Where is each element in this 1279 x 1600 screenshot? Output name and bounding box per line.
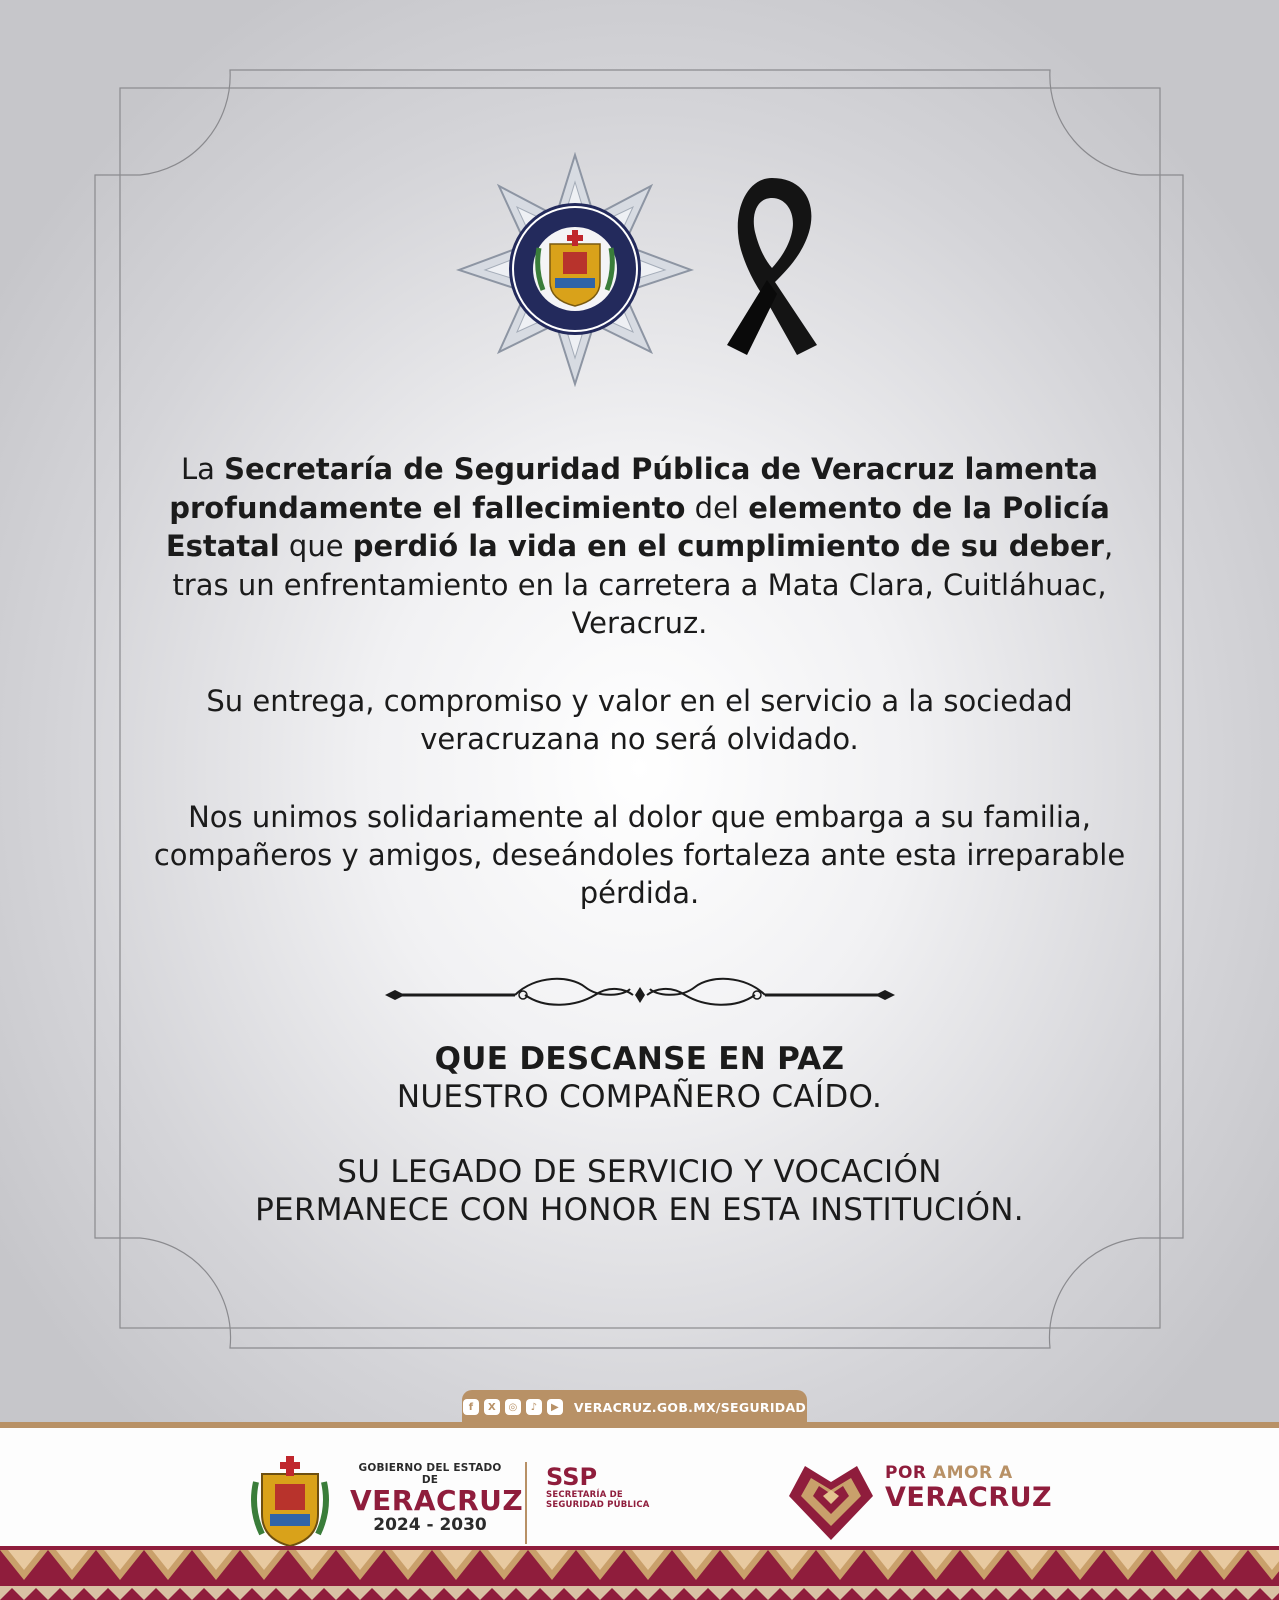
footer-divider	[0, 1422, 1279, 1428]
ssp-logo-text	[546, 1464, 650, 1510]
tiktok-icon[interactable]: ♪	[526, 1399, 542, 1415]
government-logo-text	[350, 1462, 524, 1535]
social-media-bar	[462, 1390, 807, 1424]
legacy-message	[150, 1153, 1129, 1229]
mourning-ribbon-icon	[717, 170, 827, 360]
header-logos	[455, 152, 835, 387]
ssp-name-line: SEGURIDAD PÚBLICA	[546, 1500, 650, 1510]
paragraph-bold-text: perdió la vida en el cumplimiento de su deber	[352, 529, 1104, 563]
slogan	[885, 1464, 1052, 1512]
logo-separator	[525, 1462, 527, 1544]
slogan-prefix: POR	[885, 1463, 933, 1483]
rip-heading: QUE DESCANSE EN PAZ	[434, 1041, 845, 1077]
slogan-emphasis: AMOR A	[932, 1463, 1013, 1483]
paragraph-text: La	[180, 452, 225, 486]
legacy-line: SU LEGADO DE SERVICIO Y VOCACIÓN	[337, 1154, 942, 1190]
slogan-line	[885, 1464, 1052, 1483]
decorative-pattern-band	[0, 1546, 1279, 1600]
solidarity-paragraph: Nos unimos solidariamente al dolor que embarga a su familia, compañeros y amigos, deseándoles fortaleza ante esta irreparable pérdida.	[153, 800, 1126, 910]
police-badge-icon	[455, 152, 695, 387]
facebook-icon[interactable]: f	[463, 1399, 479, 1415]
veracruz-coat-of-arms-icon	[250, 1454, 330, 1549]
legacy-line: PERMANECE CON HONOR EN ESTA INSTITUCIÓN.	[255, 1192, 1024, 1228]
x-icon[interactable]: X	[484, 1399, 500, 1415]
rest-in-peace-message	[150, 1040, 1129, 1116]
paragraph-text: del	[685, 490, 749, 525]
ornamental-divider-icon	[385, 965, 895, 1025]
condolence-paragraph	[150, 450, 1129, 643]
veracruz-heart-logo-icon	[785, 1452, 877, 1544]
slogan-name: VERACRUZ	[885, 1482, 1053, 1513]
paragraph-text: que	[279, 529, 353, 563]
government-label: GOBIERNO DEL ESTADO DE	[358, 1462, 502, 1486]
paragraph-bold-text: elemento de la Policía Estatal	[165, 490, 1110, 563]
website-link[interactable]: VERACRUZ.GOB.MX/SEGURIDAD	[573, 1399, 807, 1415]
paragraph-text: , tras un enfrentamiento en la carretera a Mata Clara, Cuitláhuac, Veracruz.	[172, 529, 1114, 640]
state-name: VERACRUZ	[350, 1484, 524, 1517]
paragraph-bold-text: Secretaría de Seguridad Pública de Veracruz lamenta profundamente el fallecimiento	[169, 452, 1099, 525]
administration-years: 2024 - 2030	[373, 1515, 487, 1535]
youtube-icon[interactable]: ▶	[547, 1399, 563, 1415]
tribute-paragraph: Su entrega, compromiso y valor en el servicio a la sociedad veracruzana no será olvidado.	[206, 684, 1073, 756]
ssp-acronym: SSP	[546, 1463, 598, 1491]
instagram-icon[interactable]: ◎	[505, 1399, 521, 1415]
ssp-name-line: SECRETARÍA DE	[546, 1490, 623, 1500]
rip-subheading: NUESTRO COMPAÑERO CAÍDO.	[396, 1079, 883, 1115]
